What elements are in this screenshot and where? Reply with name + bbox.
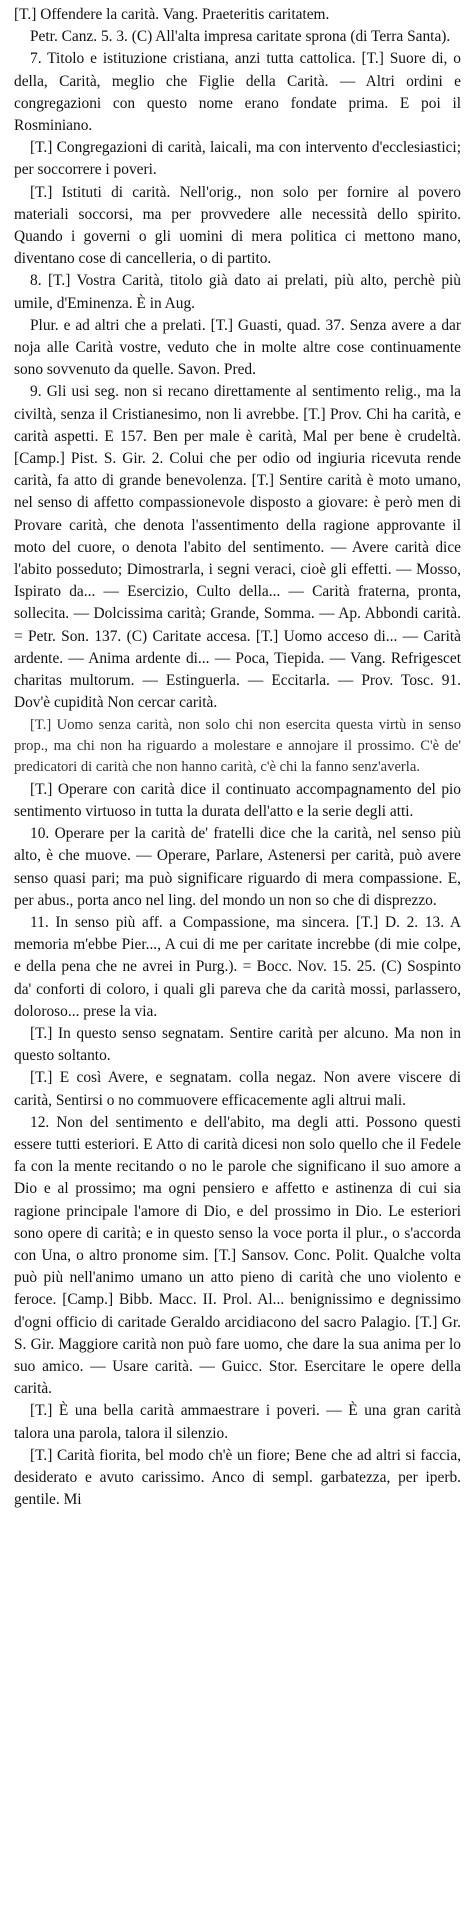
entry-paragraph: [T.] Congregazioni di carità, laicali, ma con intervento d'ecclesiastici; per soccorrere i poveri. — [14, 139, 461, 179]
entry-paragraph-section-8: 8. [T.] Vostra Carità, titolo già dato ai prelati, più alto, perchè più umile, d'Eminenza. È in Aug. — [14, 272, 461, 312]
entry-paragraph-section-9: 9. Gli usi seg. non si recano direttamente al sentimento relig., ma la civiltà, senza il Cristianesimo, non li avrebbe. [T.] Prov. Chi ha carità, e carità aspetti. E 157. Ben per male è carità, Mal per bene è crudeltà. [Camp.] Pist. S. Gir. 2. Colui che per odio od ingiuria ricevuta rende carità, fa atto di grande benevolenza. [T.] Sentire carità è moto umano, nel senso di affetto compassionevole disposto a giovare: è però men di Provare carità, che denota l'assentimento della ragione approvante il moto del cuore, o denota l'abito del sentimento. — Avere carità dice l'abito posseduto; Dimostrarla, i segni veraci, cioè gli effetti. — Mosso, Ispirato da... — Esercizio, Culto della... — Carità fraterna, pronta, sollecita. — Dolcissima carità; Grande, Somma. — Ap. Abbondi carità. = Petr. Son. 137. (C) Caritate accesa. [T.] Uomo acceso di... — Carità ardente. — Anima ardente di... — Poca, Tiepida. — Vang. Refrigescet charitas multorum. — Estinguerla. — Eccitarla. — Prov. Tosc. 91. Dov'è cupidità Non cercar carità. — [14, 383, 461, 712]
entry-paragraph: [T.] È una bella carità ammaestrare i poveri. — È una gran carità talora una parola, talora il silenzio. — [14, 1402, 461, 1442]
entry-paragraph-section-7: 7. Titolo e istituzione cristiana, anzi tutta cattolica. [T.] Suore di, o della, Carità, meglio che Figlie della Carità. — Altri ordini e congregazioni con questo nome erano fondate prima. E poi il Rosminiano. — [14, 50, 461, 135]
entry-paragraph: [T.] Operare con carità dice il continuato accompagnamento del pio sentimento virtuoso in tutta la durata dell'atto e la serie degli atti. — [14, 780, 461, 820]
entry-paragraph-section-10: 10. Operare per la carità de' fratelli dice che la carità, nel senso più alto, è che muove. — Operare, Parlare, Astenersi per carità, può avere senso quasi pari; ma può significare riguardo di mera compassione. E, per abus., porta anco nel ling. del mondo un non so che di disprezzo. — [14, 825, 461, 909]
entry-paragraph: Petr. Canz. 5. 3. (C) All'alta impresa caritate sprona (di Terra Santa). — [30, 28, 451, 46]
entry-paragraph: [T.] E così Avere, e segnatam. colla negaz. Non avere viscere di carità, Sentirsi o no commuovere efficacemente agli altrui mali. — [14, 1069, 461, 1109]
entry-paragraph: Plur. e ad altri che a prelati. [T.] Guasti, quad. 37. Senza avere a dar noja alle Carità vostre, veduto che in molte altre cose continuamente sono sovvenuto da quelle. Savon. Pred. — [14, 316, 461, 379]
entry-paragraph: [T.] Istituti di carità. Nell'orig., non solo per fornire al povero materiali soccorsi, ma per provvedere alle necessità dello spirito. Quando i governi o gli uomini di mera politica ci mettono mano, diventano cose di cancelleria, o di partito. — [14, 183, 461, 268]
entry-paragraph: [T.] Offendere la carità. Vang. Praeteritis caritatem. — [14, 6, 330, 23]
entry-paragraph: [T.] In questo senso segnatam. Sentire carità per alcuno. Ma non in questo soltanto. — [14, 1024, 461, 1065]
entry-paragraph: [T.] Carità fiorita, bel modo ch'è un fiore; Bene che ad altri si faccia, desiderato e avuto carissimo. Anco di sempl. garbatezza, per iperb. gentile. Mi — [14, 1446, 461, 1509]
entry-paragraph-small-print: [T.] Uomo senza carità, non solo chi non esercita questa virtù in senso prop., ma chi non ha riguardo a molestare e annojare il prossimo. C'è de' predicatori di carità che non hanno carità, c'è chi la fanno senz'averla. — [14, 716, 461, 776]
entry-paragraph-section-12: 12. Non del sentimento e dell'abito, ma degli atti. Possono questi essere tutti esteriori. E Atto di carità dicesi non solo quello che il Fedele fa con la mente recitando o no le parole che significano il suo amore a Dio e al prossimo; ma ogni pensiero e affetto e astinenza di cui sia ragione principale l'amore di Dio, e del prossimo in Dio. Le esteriori sono opere di carità; e in questo senso la voce porta il plur., o s'accorda con Una, o altro pronome sim. [T.] Sansov. Conc. Polit. Qualche volta può più nell'animo umano un atto pieno di carità che uno violento e feroce. [Camp.] Bibb. Macc. II. Prol. Al... benignissimo e degnissimo d'ogni officio di caritade Geraldo arcidiacono del sacro Palagio. [T.] Gr. S. Gir. Maggiore carità non può fare uomo, che dare la sua anima per lo suo amico. — Usare carità. — Guicc. Stor. Esercitare le opere della carità. — [14, 1113, 461, 1398]
entry-paragraph-section-11: 11. In senso più aff. a Compassione, ma sincera. [T.] D. 2. 13. A memoria m'ebbe Pier..., A cui di me per caritate increbbe (di mie colpe, e della pena che ne avrei in Purg.). = Bocc. Nov. 15. 25. (C) Sospinto da' conforti di coloro, i quali gli pareva che da carità mossi, parlassero, doloroso... prese la via. — [14, 913, 461, 1020]
